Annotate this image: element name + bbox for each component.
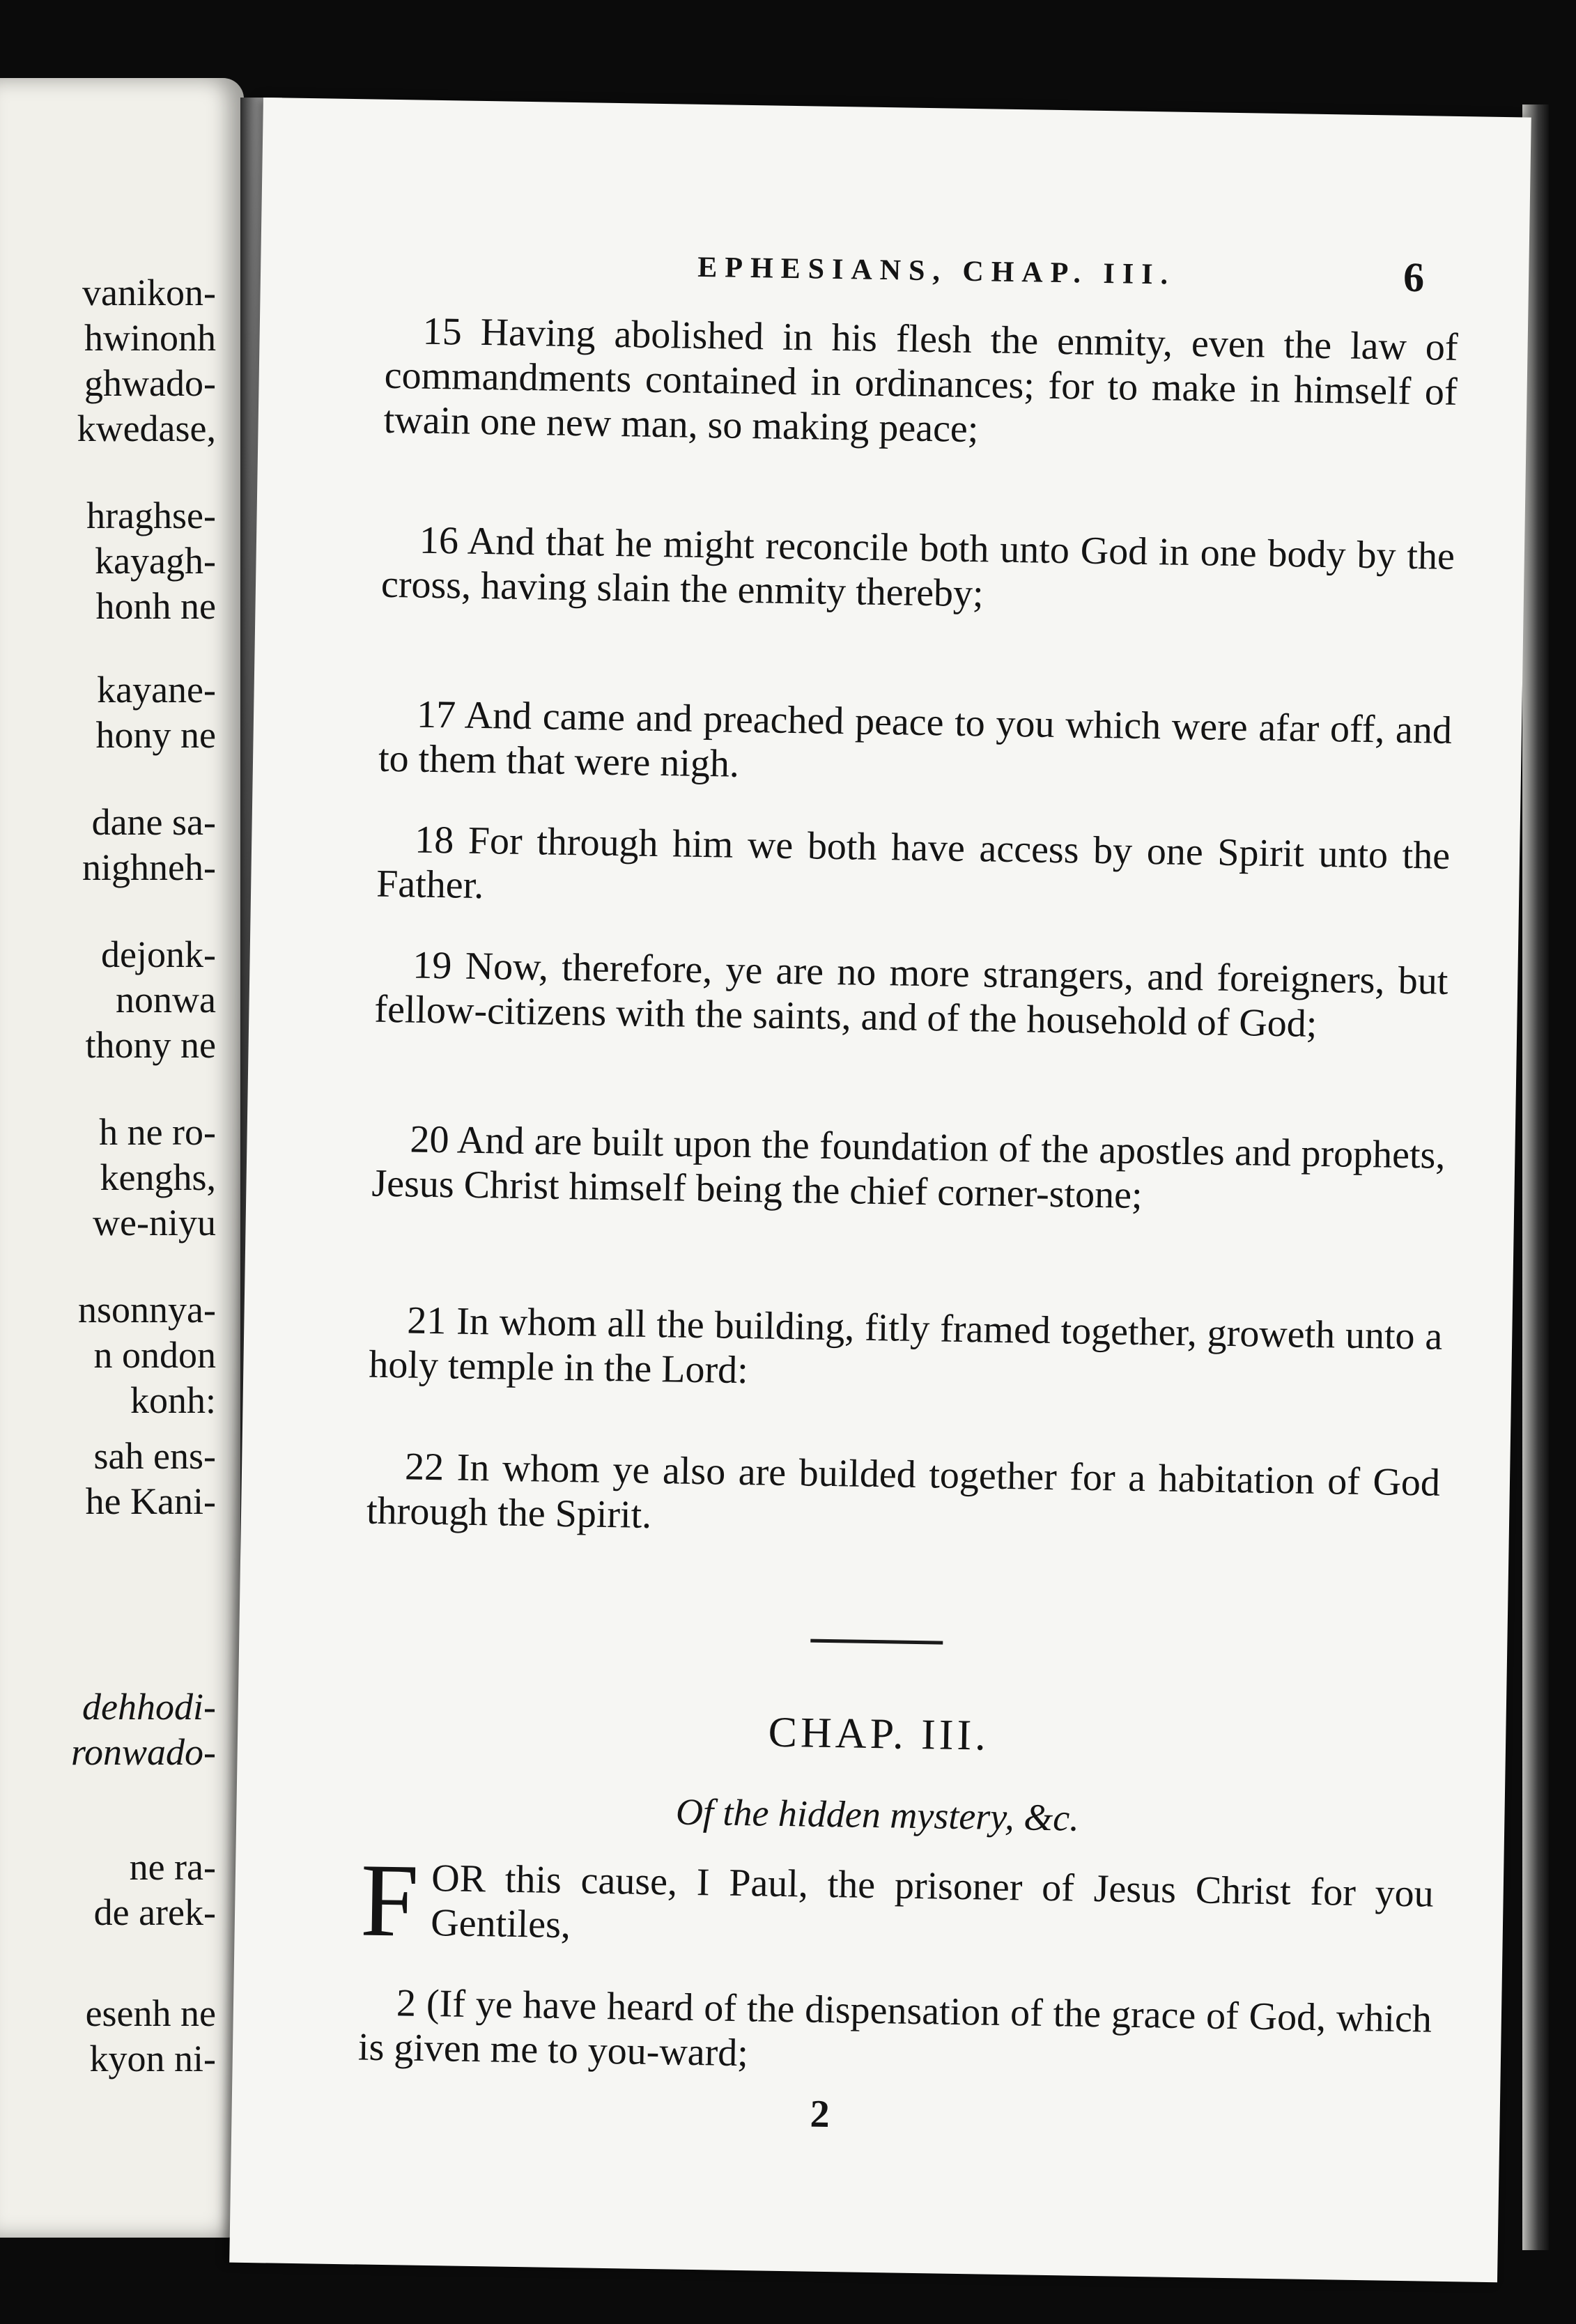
signature-mark: 2 — [810, 2092, 831, 2137]
left-page-line: nonwa — [116, 979, 216, 1021]
left-page-line: he Kani- — [85, 1480, 216, 1522]
left-page-line: hwinonh — [84, 317, 216, 359]
left-page-line: vanikon- — [82, 272, 216, 313]
verse-20 — [371, 1117, 1446, 1223]
left-page-line: nighneh- — [82, 846, 216, 888]
verse-number: 20 — [410, 1117, 450, 1162]
verse-text: In whom ye also are builded together for a habitation of God through the Spirit. — [366, 1446, 1441, 1537]
verse-22 — [366, 1444, 1441, 1550]
left-page-line: thony ne — [85, 1024, 216, 1066]
left-page-line: konh: — [130, 1379, 216, 1421]
verse-number: 16 — [419, 518, 459, 563]
verse-text: Now, therefore, ye are no more strangers, and foreigners, but fellow-citizens with the saints, and of the household of God; — [373, 944, 1448, 1046]
verse-number: 17 — [416, 692, 456, 737]
left-page-line: esenh ne — [85, 1992, 216, 2034]
left-page-line: ne ra- — [129, 1846, 216, 1888]
verse-21 — [369, 1298, 1443, 1404]
left-facing-page — [0, 78, 244, 2238]
verse-text: And came and preached peace to you which were afar off, and to them that were nigh. — [378, 693, 1453, 786]
verse-1 — [360, 1842, 1435, 1961]
page-number: 6 — [1403, 254, 1425, 301]
left-page-line: dejonk- — [101, 934, 216, 975]
verse-number: 15 — [422, 309, 463, 354]
left-page-line: dane sa- — [91, 801, 216, 843]
verse-19 — [374, 943, 1448, 1048]
left-page-line: nsonnya- — [78, 1289, 216, 1331]
chapter-subtitle: Of the hidden mystery, &c. — [675, 1790, 1080, 1839]
verse-number: 22 — [404, 1445, 445, 1489]
verse-2 — [358, 1980, 1432, 2086]
left-page-line: dehhodi- — [82, 1686, 216, 1728]
left-page-line: hony ne — [95, 714, 216, 756]
left-page-line: de arek- — [93, 1891, 216, 1933]
verse-text: For through him we both have access by one Spirit unto the Father. — [376, 819, 1451, 908]
section-divider — [810, 1639, 943, 1645]
verse-text: In whom all the building, fitly framed together, groweth unto a holy temple in the Lord: — [368, 1299, 1443, 1393]
verse-15 — [383, 309, 1458, 459]
verse-text: Having abolished in his flesh the enmity, even the law of commandments contained in ordinances; for to make in himself of twain one new man, so making peace; — [383, 310, 1459, 451]
verse-text: And that he might reconcile both unto God in one body by the cross, having slain the enmity thereby; — [380, 519, 1455, 616]
verse-number: 21 — [406, 1299, 447, 1343]
verse-text: OR this cause, I Paul, the prisoner of Jesus Christ for you Gentiles, — [430, 1857, 1435, 1947]
left-page-line: kwedase, — [77, 408, 216, 449]
left-page-line: sah ens- — [93, 1435, 216, 1477]
chapter-title: CHAP. III. — [768, 1708, 990, 1760]
left-page-line: kayane- — [97, 669, 216, 711]
verse-18 — [376, 817, 1451, 923]
verse-number: 2 — [396, 1981, 417, 2025]
verse-16 — [381, 518, 1455, 623]
verse-17 — [378, 692, 1453, 798]
running-head: EPHESIANS, CHAP. III. — [697, 251, 1176, 291]
left-page-line: n ondon — [93, 1334, 216, 1376]
verse-number: 18 — [414, 818, 454, 862]
left-page-line: ronwado- — [70, 1731, 216, 1773]
left-page-line: kyon ni- — [89, 2038, 216, 2079]
left-page-line: ghwado- — [84, 362, 216, 404]
verse-number: 19 — [412, 943, 452, 988]
verse-text: (If ye have heard of the dispensation of the grace of God, which is given me to you-ward; — [357, 1982, 1432, 2075]
left-page-line: honh ne — [95, 585, 216, 627]
left-page-line: kayagh- — [95, 540, 216, 582]
left-page-line: we-niyu — [93, 1202, 216, 1244]
main-page — [229, 98, 1531, 2282]
left-page-line: hraghse- — [86, 495, 216, 536]
verse-text: And are built upon the foundation of the apostles and prophets, Jesus Christ himself being the chief corner-stone; — [371, 1118, 1446, 1218]
drop-cap: F — [360, 1842, 420, 1959]
left-page-line: kenghs, — [100, 1156, 216, 1198]
left-page-line: h ne ro- — [99, 1111, 216, 1153]
